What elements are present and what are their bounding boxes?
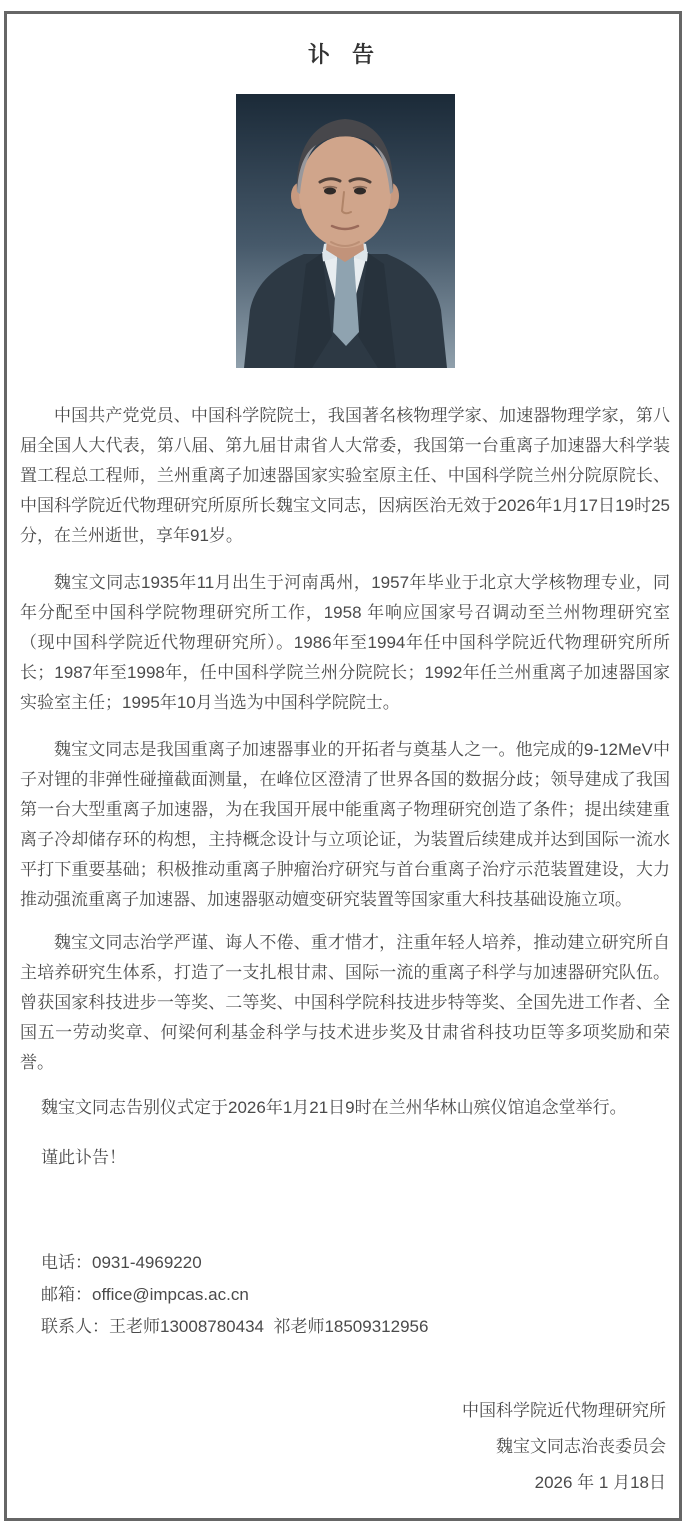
paragraph-biography: 魏宝文同志1935年11月出生于河南禹州，1957年毕业于北京大学核物理专业，同年分配至中国科学院物理研究所工作，1958 年响应国家号召调动至兰州物理研究室（现中国科学院近代物理研究所）。1986年至1994年任中国科学院近代物理研究所所长；1987年至1998年，任中国科学院兰州分院院长；1992年任兰州重离子加速器国家实验室主任；1995年10月当选为中国科学院院士。 — [20, 573, 670, 712]
paragraph-closing: 谨此讣告！ — [41, 1148, 126, 1167]
notice-title: 讣 告 — [307, 42, 383, 67]
contact-persons-line: 联系人：王老师13008780434 祁老师18509312956 — [41, 1317, 429, 1336]
notice-frame — [4, 11, 682, 1521]
signature-block — [20, 1393, 670, 1501]
signature-organization: 中国科学院近代物理研究所 — [462, 1401, 666, 1420]
contact-email-line: 邮箱：office@impcas.ac.cn — [41, 1285, 249, 1304]
portrait-photo — [20, 94, 670, 368]
contact-phone-line: 电话：0931-4969220 — [41, 1253, 202, 1272]
paragraph-achievements: 魏宝文同志是我国重离子加速器事业的开拓者与奠基人之一。他完成的9-12MeV中子对锂的非弹性碰撞截面测量，在峰位区澄清了世界各国的数据分歧；领导建成了我国第一台大型重离子加速器，为在我国开展中能重离子物理研究创造了条件；提出续建重离子冷却储存环的构想，主持概念设计与立项论证，为装置后续建成并达到国际一流水平打下重要基础；积极推动重离子肿瘤治疗研究与首台重离子治疗示范装置建设，大力推动强流重离子加速器、加速器驱动嬗变研究装置等国家重大科技基础设施立项。 — [20, 740, 670, 909]
paragraph-ceremony: 魏宝文同志告别仪式定于2026年1月21日9时在兰州华林山殡仪馆追念堂举行。 — [41, 1098, 627, 1117]
contact-block — [20, 1247, 670, 1343]
paragraph-honors: 魏宝文同志治学严谨、诲人不倦、重才惜才，注重年轻人培养，推动建立研究所自主培养研究生体系，打造了一支扎根甘肃、国际一流的重离子科学与加速器研究队伍。曾获国家科技进步一等奖、二等奖、中国科学院科技进步特等奖、全国先进工作者、全国五一劳动奖章、何梁何利基金科学与技术进步奖及甘肃省科技功臣等多项奖励和荣誉。 — [20, 933, 670, 1072]
signature-committee: 魏宝文同志治丧委员会 — [496, 1437, 666, 1456]
portrait-illustration — [236, 94, 455, 368]
signature-date: 2026 年 1 月18日 — [534, 1473, 666, 1492]
paragraph-intro: 中国共产党党员、中国科学院院士，我国著名核物理学家、加速器物理学家，第八届全国人大代表，第八届、第九届甘肃省人大常委，我国第一台重离子加速器大科学装置工程总工程师，兰州重离子加速器国家实验室原主任、中国科学院兰州分院原院长、中国科学院近代物理研究所原所长魏宝文同志，因病医治无效于2026年1月17日19时25分，在兰州逝世，享年91岁。 — [20, 406, 670, 545]
